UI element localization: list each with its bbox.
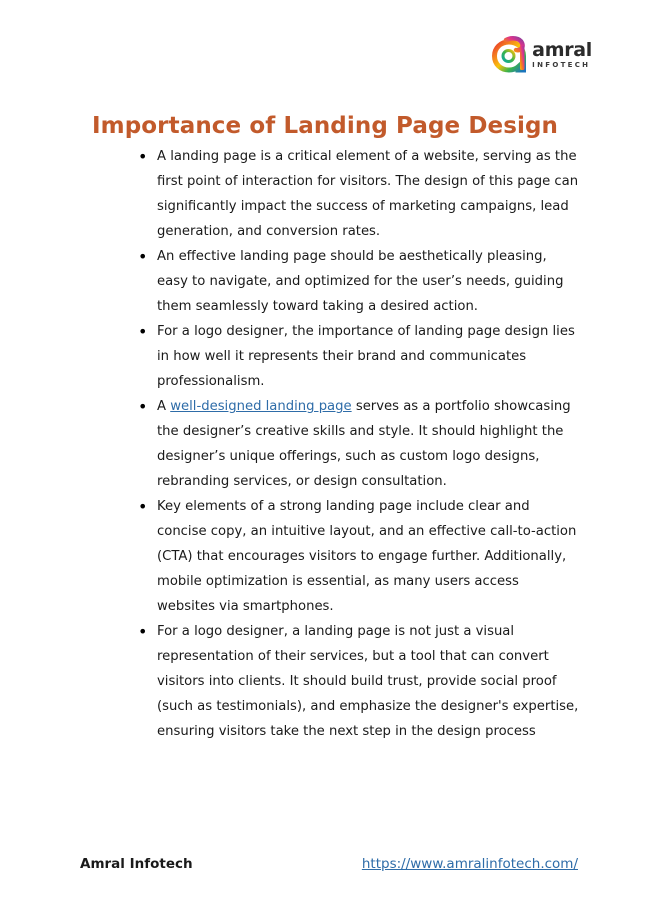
list-item-text: For a logo designer, a landing page is not just a visual representation of their services, but a tool that can convert visitors into clients. It should build trust, provide social proof (such as testimonials), and emphasize the designer's expertise, ensuring visitors take the next step in the design process xyxy=(157,624,579,739)
footer-website-link[interactable]: https://www.amralinfotech.com/ xyxy=(361,856,578,872)
list-item-text: An effective landing page should be aesthetically pleasing, easy to navigate, and optimized for the user’s needs, guiding them seamlessly toward taking a desired action. xyxy=(157,249,564,314)
list-item xyxy=(130,394,580,494)
logo-wordmark xyxy=(532,41,592,69)
list-item-text: Key elements of a strong landing page include clear and concise copy, an intuitive layout, and an effective call-to-action (CTA) that encourages visitors to engage further. Additionally, mobile optimization is essential, as many users access websites via smartphones. xyxy=(157,499,577,614)
page-footer xyxy=(80,856,578,872)
list-item xyxy=(130,319,580,394)
list-item xyxy=(130,244,580,319)
company-logo xyxy=(492,36,592,74)
list-item xyxy=(130,144,580,244)
page-title: Importance of Landing Page Design xyxy=(91,113,559,140)
list-item-text: For a logo designer, the importance of landing page design lies in how well it represents their brand and communicates professionalism. xyxy=(157,324,575,389)
footer-company-name: Amral Infotech xyxy=(80,856,193,872)
logo-name: amral xyxy=(532,39,592,61)
inline-hyperlink[interactable]: well-designed landing page xyxy=(170,399,352,414)
list-item-text: serves as a portfolio showcasing the designer’s creative skills and style. It should highlight the designer’s unique offerings, such as custom logo designs, rebranding services, or design consultation. xyxy=(157,399,571,489)
amral-a-mark-icon xyxy=(492,36,528,74)
document-body xyxy=(130,144,580,744)
list-item xyxy=(130,619,580,744)
list-item xyxy=(130,494,580,619)
logo-tagline: INFOTECH xyxy=(532,61,591,69)
bullet-list xyxy=(130,144,580,744)
list-item-text: A landing page is a critical element of a website, serving as the first point of interaction for visitors. The design of this page can significantly impact the success of marketing campaigns, lead generation, and conversion rates. xyxy=(157,149,579,239)
list-item-text: A xyxy=(157,399,171,414)
